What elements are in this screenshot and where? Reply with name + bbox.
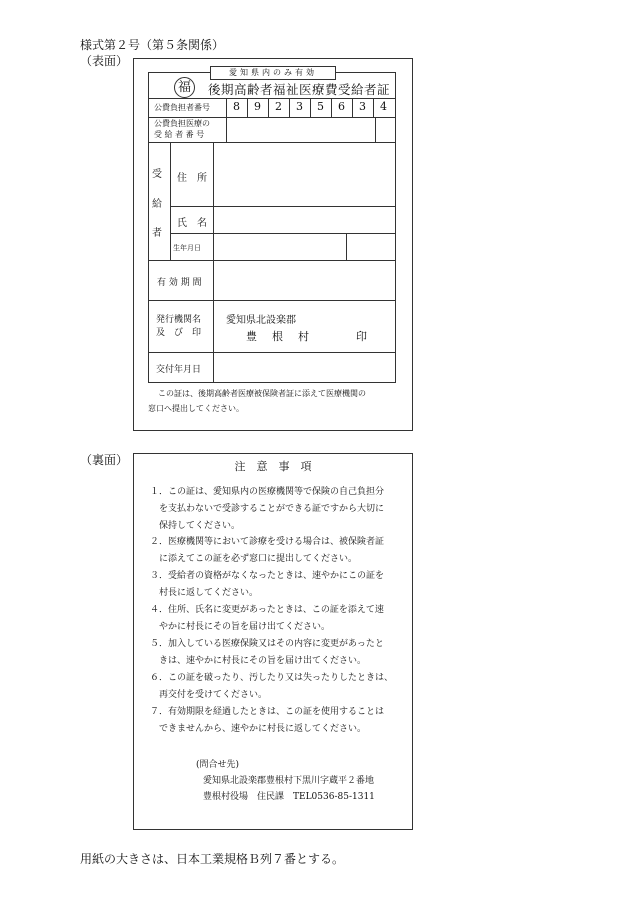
note-line: ２．医療機関等において診療を受ける場合は、被保険者証: [150, 537, 385, 547]
recipient-section-char: 者: [152, 228, 162, 239]
note-line: ７．有効期限を経過したときは、この証を使用することは: [150, 707, 385, 717]
validity-period-label: 有 効 期 間: [157, 278, 202, 288]
note-line: できませんから、速やかに村長に返してください。: [150, 724, 367, 734]
back-title: 注 意 事 項: [234, 460, 312, 473]
validity-banner: 愛知県内のみ有効: [210, 66, 336, 80]
front-footer-line-2: 窓口へ提出してください。: [148, 404, 244, 413]
note-line: を支払わないで受診することができる証ですから大切に: [150, 504, 385, 514]
note-line: ４．住所、氏名に変更があったときは、この証を添えて速: [150, 605, 384, 615]
payer-digit: 9: [254, 100, 261, 113]
front-label: （表面）: [80, 54, 129, 68]
recipient-number-label-2: 受 給 者 番 号: [154, 130, 205, 139]
payer-digit: 3: [359, 100, 366, 113]
contact-heading: (問合せ先): [196, 760, 240, 770]
payer-digit: 6: [338, 100, 345, 113]
fuku-mark: 福: [174, 77, 195, 98]
payer-digit: 5: [317, 100, 324, 113]
payer-number-label: 公費負担者番号: [154, 103, 210, 112]
name-label: 氏 名: [177, 218, 207, 229]
issuer-label-2: 及 び 印: [156, 328, 202, 338]
seal-mark: 印: [356, 330, 367, 343]
back-label: （裏面）: [80, 453, 129, 467]
front-footer-line-1: この証は、後期高齢者医療被保険者証に添えて医療機関の: [158, 389, 366, 398]
recipient-section-char: 給: [152, 199, 162, 210]
recipient-section-char: 受: [152, 169, 162, 180]
card-title: 後期高齢者福祉医療費受給者証: [208, 82, 391, 97]
issue-date-label: 交付年月日: [156, 365, 202, 375]
note-line: ３．受給者の資格がなくなったときは、速やかにこの証を: [150, 571, 385, 581]
paper-size-note: 用紙の大きさは、日本工業規格Ｂ列７番とする。: [80, 852, 345, 866]
note-line: に添えてこの証を必ず窓口に提出してください。: [150, 554, 358, 564]
payer-digit: 2: [275, 100, 282, 113]
form-heading: 様式第２号（第５条関係）: [80, 38, 225, 52]
issuer-pref: 愛知県北設楽郡: [226, 315, 296, 326]
note-line: 再交付を受けてください。: [150, 690, 268, 700]
note-line: きは、速やかに村長にその旨を届け出てください。: [150, 656, 367, 666]
note-line: １．この証は、愛知県内の医療機関等で保険の自己負担分: [150, 487, 385, 497]
contact-address: 愛知県北設楽郡豊根村下黒川字蔵平２番地: [203, 776, 375, 786]
payer-digit: 4: [380, 100, 387, 113]
address-label: 住 所: [177, 173, 207, 184]
note-line: 保持してください。: [150, 521, 241, 531]
recipient-number-label-1: 公費負担医療の: [154, 119, 210, 128]
contact-office: 豊根村役場 住民課 TEL0536-85-1311: [203, 792, 375, 802]
payer-digit: 8: [233, 100, 240, 113]
dob-label: 生年月日: [173, 244, 201, 252]
note-line: 村長に返してください。: [150, 588, 259, 598]
note-line: ６．この証を破ったり、汚したり又は失ったりしたときは、: [150, 673, 394, 683]
note-line: ５．加入している医療保険又はその内容に変更があったと: [150, 639, 384, 649]
issuer-label-1: 発行機関名: [156, 315, 202, 325]
payer-digit: 3: [296, 100, 303, 113]
note-line: やかに村長にその旨を届け出てください。: [150, 622, 331, 632]
issuer-village: 豊 根 村: [246, 330, 311, 343]
